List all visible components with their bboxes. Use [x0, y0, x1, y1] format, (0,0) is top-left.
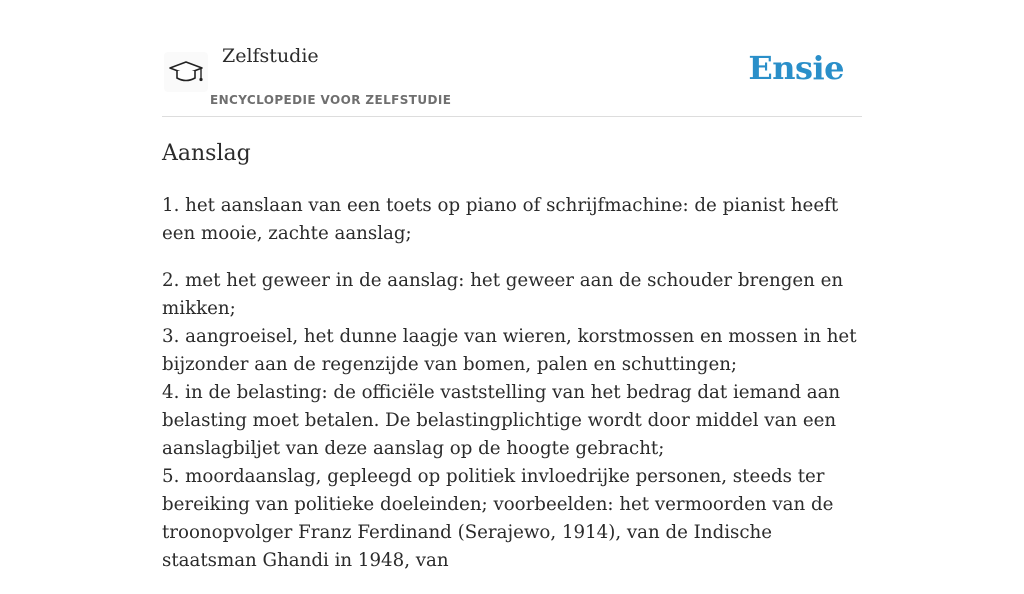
- page-title: Aanslag: [162, 141, 251, 166]
- article: [162, 138, 866, 594]
- definition: [162, 192, 866, 575]
- definition-item: 2. met het geweer in de aanslag: het geweer aan de schouder brengen en mikken;: [162, 270, 844, 319]
- site-title[interactable]: Zelfstudie: [222, 45, 319, 67]
- definition-item: 5. moordaanslag, gepleegd op politiek invloedrijke personen, steeds ter bereiking van politieke doeleinden; voorbeelden: het vermoorden van de troonopvolger Franz Ferdinand (Serajewo, 1914), van de Indische staatsman Ghandi in 1948, van: [162, 466, 834, 571]
- definition-item: 3. aangroeisel, het dunne laagje van wieren, korstmossen en mossen in het bijzonder aan de regenzijde van bomen, palen en schuttingen;: [162, 326, 857, 375]
- brand-logo[interactable]: Ensie: [748, 49, 844, 87]
- site-logo[interactable]: [164, 52, 208, 92]
- site-subtitle: ENCYCLOPEDIE VOOR ZELFSTUDIE: [210, 93, 452, 107]
- definition-list: [162, 267, 866, 575]
- site-header: [162, 0, 862, 117]
- definition-item: 4. in de belasting: de officiële vaststelling van het bedrag dat iemand aan belasting moet betalen. De belastingplichtige wordt door middel van een aanslagbiljet van deze aanslag op de hoogte gebracht;: [162, 382, 841, 459]
- definition-paragraph: 1. het aanslaan van een toets op piano of schrijfmachine: de pianist heeft een mooie, zachte aanslag;: [162, 195, 839, 244]
- graduation-cap-icon: [168, 58, 204, 88]
